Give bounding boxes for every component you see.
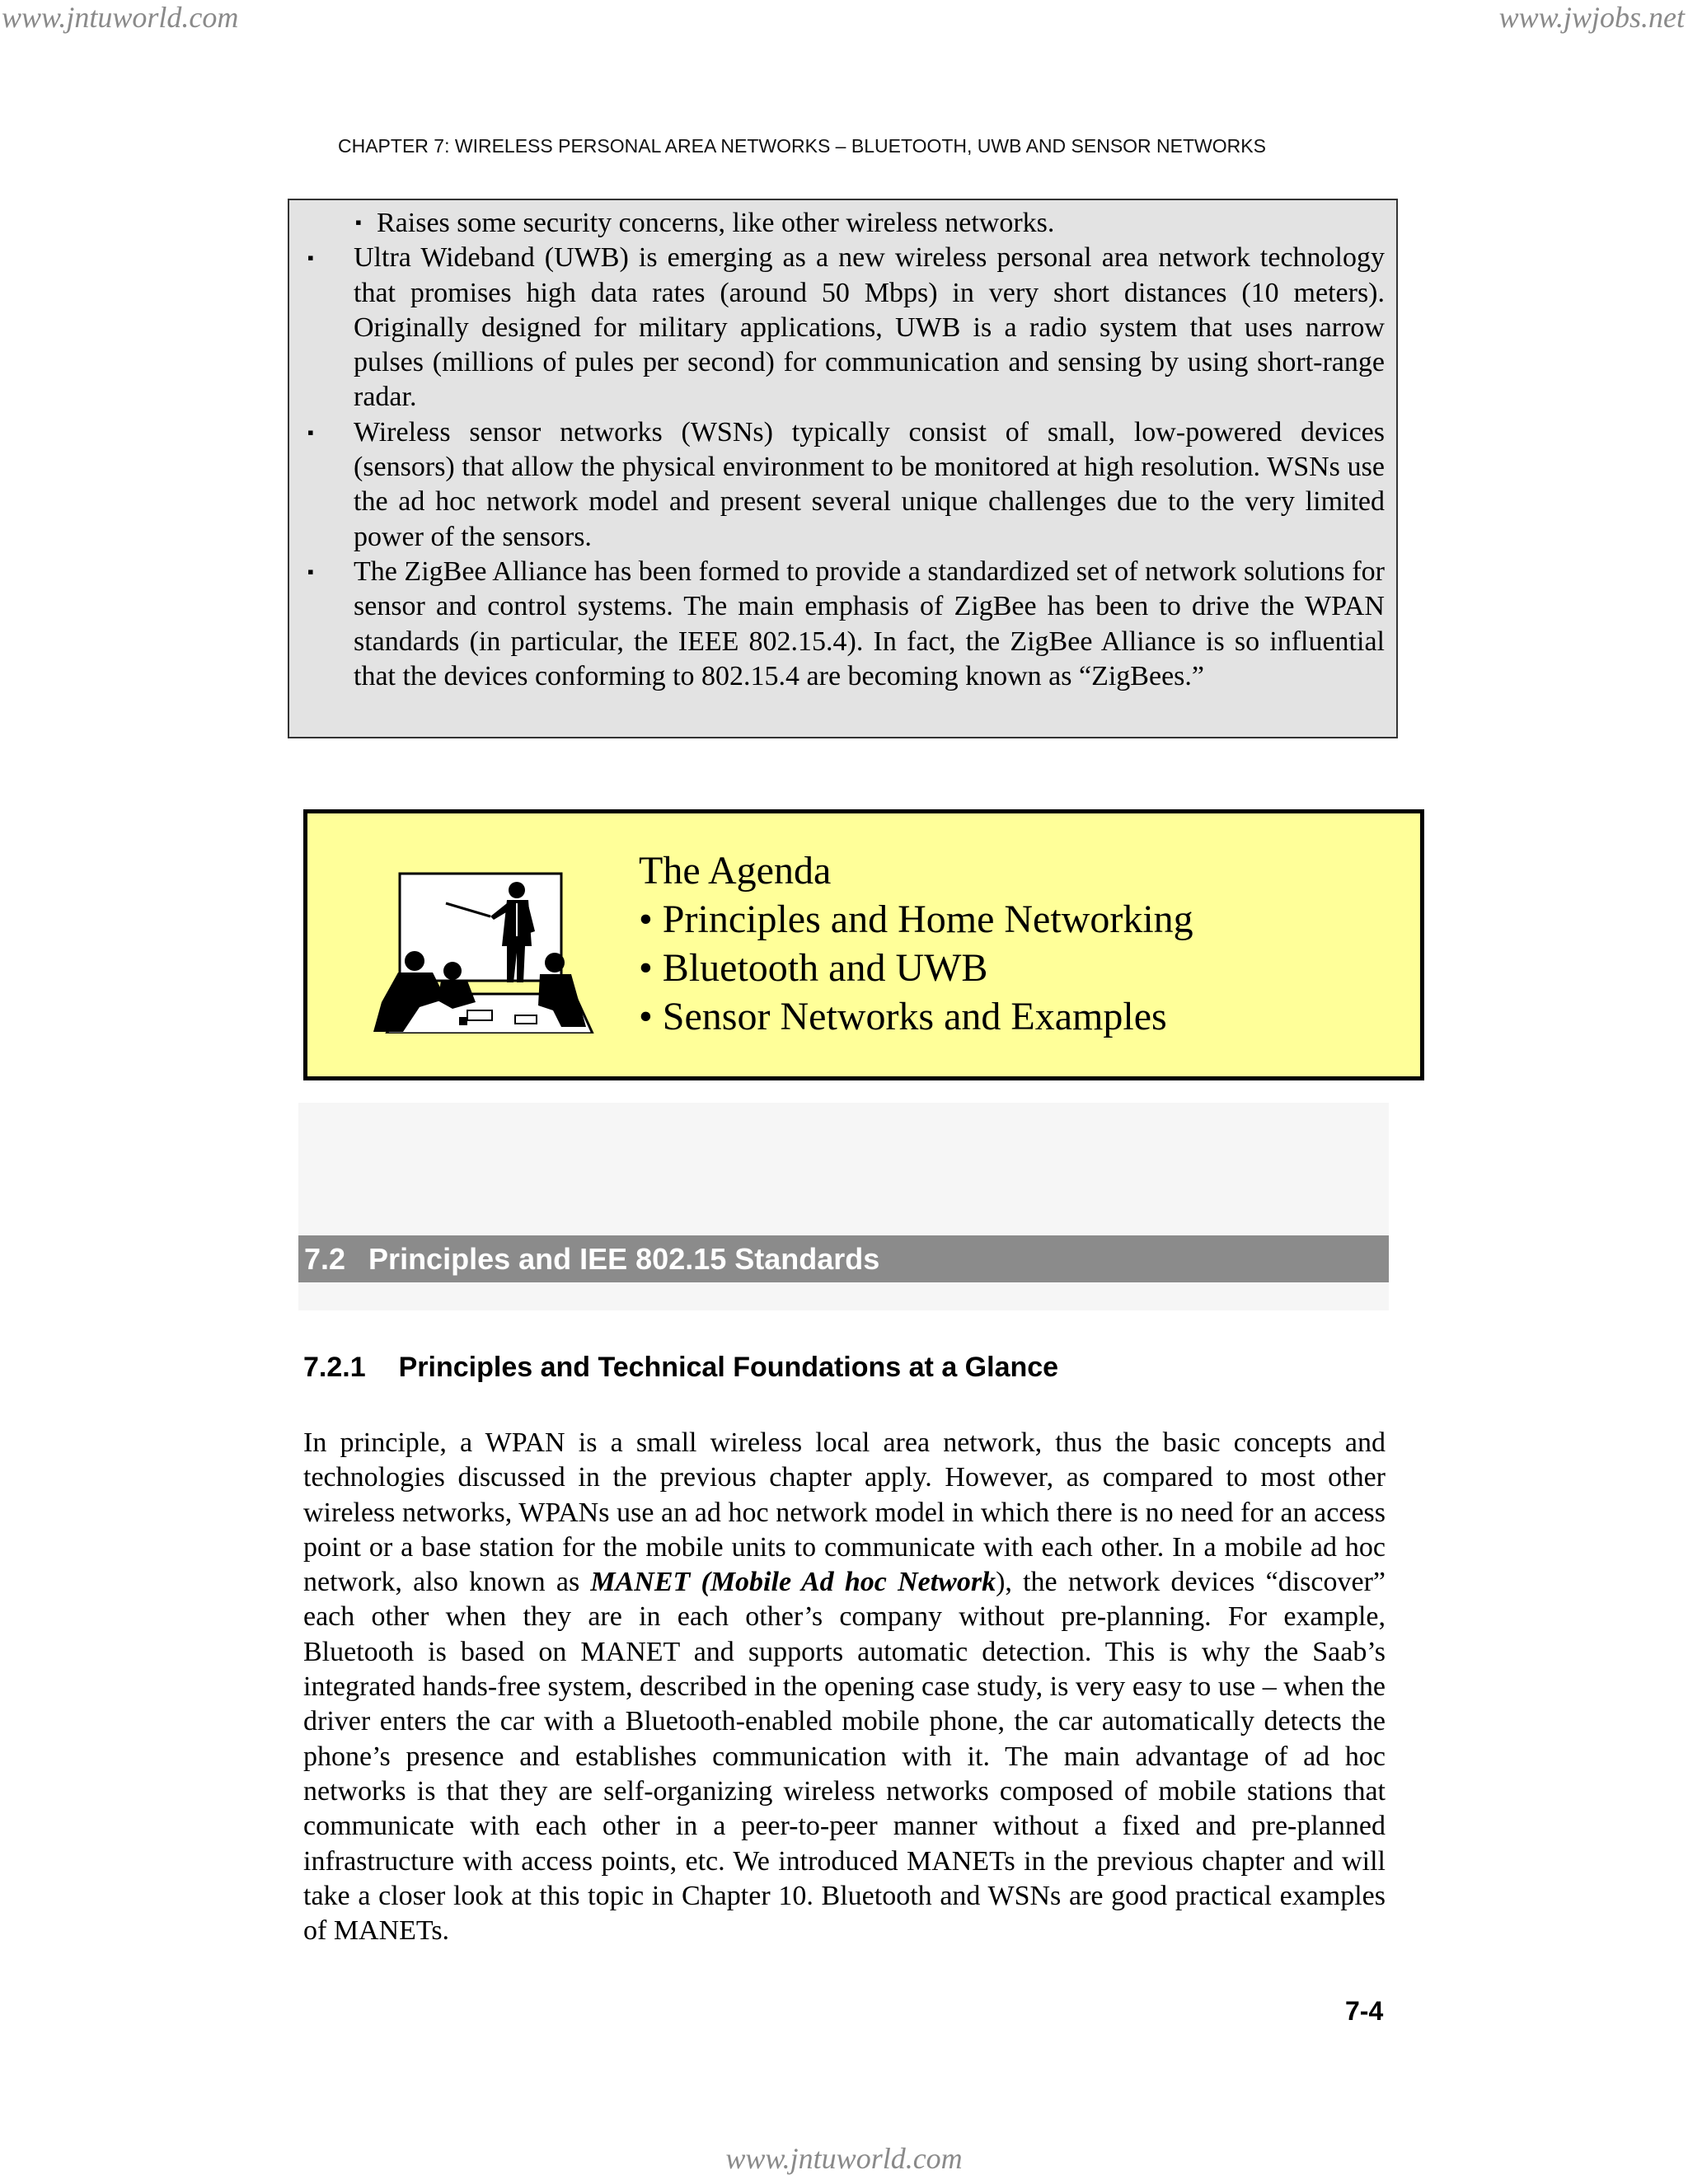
summary-list xyxy=(289,205,1398,694)
agenda-text xyxy=(639,846,1193,1041)
agenda-box xyxy=(303,809,1424,1080)
manet-emphasis: MANET (Mobile Ad hoc Network xyxy=(590,1567,996,1598)
body-paragraph xyxy=(303,1426,1386,1948)
square-bullet-icon: ▪ xyxy=(307,421,314,443)
watermark-top-right: www.jwjobs.net xyxy=(1498,1,1685,34)
watermark-top-left: www.jntuworld.com xyxy=(2,1,239,34)
section-title: Principles and IEE 802.15 Standards xyxy=(368,1242,880,1276)
bullet-item-uwb xyxy=(289,241,1398,415)
agenda-item: • Principles and Home Networking xyxy=(639,898,1193,941)
subsection-title xyxy=(303,1352,1058,1384)
body-text-part2: ), the network devices “discover” each other when they are in each other’s company without pre-planning. For example, Bluetooth is based on MANET and supports automatic detection. This is why the Saab’s integrated hands-free system, described in the opening case study, is very easy to use – when the driver enters the car with a Bluetooth-enabled mobile phone, the car automatically detects the phone’s presence and establishes communication with it. The main advantage of ad hoc networks is that they are self-organizing wireless networks composed of mobile stations that communicate with each other in a peer-to-peer manner without a fixed and pre-planned infrastructure with access points, etc. We introduced MANETs in the previous chapter and will take a closer look at this topic in Chapter 10. Bluetooth and WSNs are good practical examples of MANETs. xyxy=(303,1567,1386,1947)
subsection-title-text: Principles and Technical Foundations at a Glance xyxy=(398,1352,1059,1383)
square-bullet-icon: ▪ xyxy=(307,247,314,269)
bullet-text: Wireless sensor networks (WSNs) typically consist of small, low-powered devices (sensors) that allow the physical environment to be monitored at high resolution. WSNs use the ad hoc network model and present several unique challenges due to the very limited power of the sensors. xyxy=(354,416,1385,552)
agenda-item: • Sensor Networks and Examples xyxy=(639,995,1167,1038)
bullet-text: The ZigBee Alliance has been formed to provide a standardized set of network solutions for sensor and control systems. The main emphasis of ZigBee has been to drive the WPAN standards (in particular, the IEEE 802.15.4). In fact, the ZigBee Alliance is so influential that the devices conforming to 802.15.4 are becoming known as “ZigBees.” xyxy=(354,555,1385,691)
agenda-title: The Agenda xyxy=(639,849,832,893)
section-header xyxy=(298,1235,1389,1282)
section-number: 7.2 xyxy=(304,1242,346,1276)
watermark-bottom: www.jntuworld.com xyxy=(725,2142,963,2175)
square-bullet-icon: ▪ xyxy=(355,212,362,232)
sub-bullet-item xyxy=(289,205,1398,241)
subsection-number: 7.2.1 xyxy=(303,1352,366,1383)
bullet-text: Ultra Wideband (UWB) is emerging as a new wireless personal area network technology that promises high data rates (around 50 Mbps) in very short distances (10 meters). Originally designed for military applications, UWB is a radio system that uses narrow pulses (millions of pules per second) for communication and sensing by using short-range radar. xyxy=(354,242,1385,413)
body-text-part1: In principle, a WPAN is a small wireless local area network, thus the basic concepts and technologies discussed in the previous chapter apply. However, as compared to most other wireless networks, WPANs use an ad hoc network model in which there is no need for an access point or a base station for the mobile units to communicate with each other. In a mobile ad hoc network, also known as xyxy=(303,1427,1386,1598)
running-header: CHAPTER 7: WIRELESS PERSONAL AREA NETWORKS – BLUETOOTH, UWB AND SENSOR NETWORKS xyxy=(338,135,1266,157)
page-number: 7-4 xyxy=(1345,1996,1384,2026)
agenda-item: • Bluetooth and UWB xyxy=(639,946,988,990)
presentation-meeting-icon xyxy=(370,870,596,1033)
bullet-item-wsn xyxy=(289,415,1398,555)
summary-box xyxy=(288,199,1398,738)
bullet-item-zigbee xyxy=(289,555,1398,694)
square-bullet-icon: ▪ xyxy=(307,560,314,582)
sub-bullet-text: Raises some security concerns, like other wireless networks. xyxy=(377,208,1055,238)
